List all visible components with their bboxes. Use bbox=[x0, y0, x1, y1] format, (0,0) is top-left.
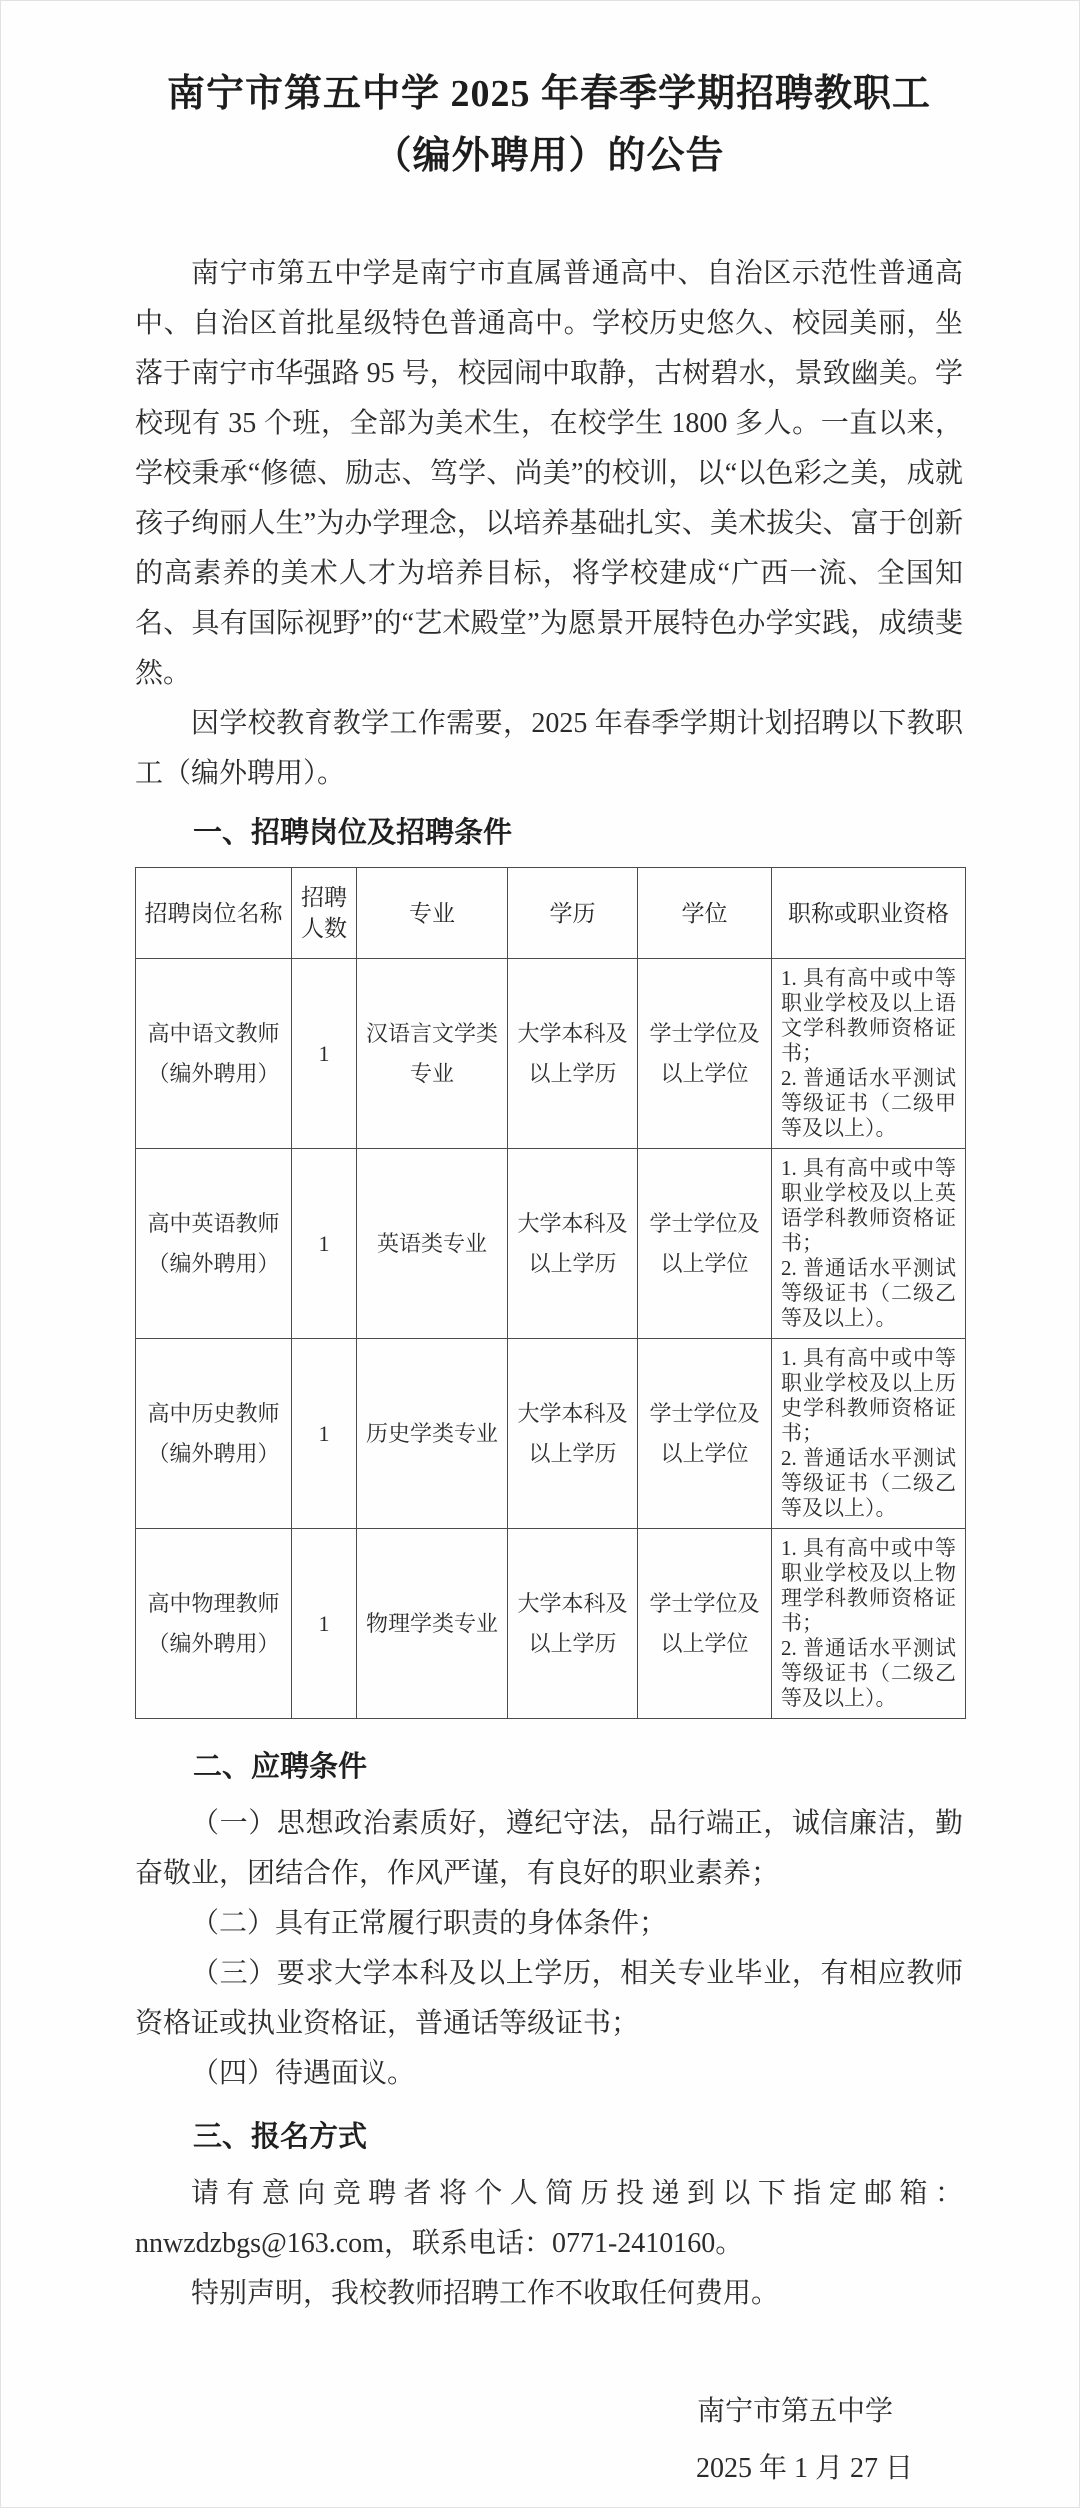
signature: 南宁市第五中学 bbox=[696, 2396, 893, 2427]
position-cell: 高中英语教师（编外聘用） bbox=[136, 1149, 292, 1339]
count-cell: 1 bbox=[292, 1529, 357, 1719]
header-position: 招聘岗位名称 bbox=[136, 868, 292, 959]
qualification-line-1: 1. 具有高中或中等职业学校及以上物理学科教师资格证书； bbox=[781, 1536, 956, 1635]
header-education: 学历 bbox=[508, 868, 638, 959]
qualification-line-2: 2. 普通话水平测试等级证书（二级乙等及以上）。 bbox=[781, 1446, 956, 1520]
qualification-line-1: 1. 具有高中或中等职业学校及以上历史学科教师资格证书； bbox=[781, 1346, 956, 1445]
major-cell: 历史学类专业 bbox=[357, 1339, 508, 1529]
position-cell: 高中语文教师（编外聘用） bbox=[136, 959, 292, 1149]
education-cell: 大学本科及以上学历 bbox=[508, 1149, 638, 1339]
table-row bbox=[136, 1149, 966, 1339]
table-row bbox=[136, 959, 966, 1149]
education-cell: 大学本科及以上学历 bbox=[508, 1529, 638, 1719]
qualification-cell bbox=[772, 1339, 966, 1529]
major-cell: 英语类专业 bbox=[357, 1149, 508, 1339]
header-degree: 学位 bbox=[638, 868, 772, 959]
qualification-line-2: 2. 普通话水平测试等级证书（二级乙等及以上）。 bbox=[781, 1256, 956, 1330]
section-heading-positions: 一、招聘岗位及招聘条件 bbox=[193, 817, 513, 849]
degree-cell: 学士学位及以上学位 bbox=[638, 1529, 772, 1719]
qualification-line-1: 1. 具有高中或中等职业学校及以上语文学科教师资格证书； bbox=[781, 966, 956, 1065]
requirement-item-3: （三）要求大学本科及以上学历，相关专业毕业，有相应教师资格证或执业资格证，普通话等级证书； bbox=[135, 1958, 963, 2039]
header-count: 招聘人数 bbox=[292, 868, 357, 959]
date: 2025 年 1 月 27 日 bbox=[695, 2453, 913, 2484]
degree-cell: 学士学位及以上学位 bbox=[638, 1149, 772, 1339]
qualification-line-2: 2. 普通话水平测试等级证书（二级乙等及以上）。 bbox=[781, 1636, 956, 1710]
apply-paragraph: 请有意向竞聘者将个人简历投递到以下指定邮箱：nnwzdzbgs@163.com，联系电话：0771-2410160。 bbox=[135, 2178, 963, 2259]
degree-cell: 学士学位及以上学位 bbox=[638, 959, 772, 1149]
qualification-line-2: 2. 普通话水平测试等级证书（二级甲等及以上）。 bbox=[781, 1066, 956, 1140]
education-cell: 大学本科及以上学历 bbox=[508, 959, 638, 1149]
header-major: 专业 bbox=[357, 868, 508, 959]
position-cell: 高中物理教师（编外聘用） bbox=[136, 1529, 292, 1719]
section-heading-apply: 三、报名方式 bbox=[193, 2121, 368, 2153]
table-row bbox=[136, 1339, 966, 1529]
qualification-cell bbox=[772, 1529, 966, 1719]
page-title-line-1: 南宁市第五中学 2025 年春季学期招聘教职工 bbox=[166, 73, 931, 115]
requirement-item-1: （一）思想政治素质好，遵纪守法，品行端正，诚信廉洁，勤奋敬业，团结合作，作风严谨，有良好的职业素养； bbox=[135, 1808, 963, 1889]
requirement-item-2: （二）具有正常履行职责的身体条件； bbox=[191, 1908, 668, 1939]
education-cell: 大学本科及以上学历 bbox=[508, 1339, 638, 1529]
count-cell: 1 bbox=[292, 1339, 357, 1529]
section-heading-requirements: 二、应聘条件 bbox=[193, 1751, 368, 1783]
qualification-line-1: 1. 具有高中或中等职业学校及以上英语学科教师资格证书； bbox=[781, 1156, 956, 1255]
intro-paragraph-1: 南宁市第五中学是南宁市直属普通高中、自治区示范性普通高中、自治区首批星级特色普通高中。学校历史悠久、校园美丽，坐落于南宁市华强路 95 号，校园闹中取静，古树碧水，景致幽美。学校现有 35 个班，全部为美术生，在校学生 1800 多人。一直以来，学校秉承“修德、励志、笃学、尚美”的校训，以“以色彩之美，成就孩子绚丽人生”为办学理念，以培养基础扎实、美术拔尖、富于创新的高素养的美术人才为培养目标，将学校建成“广西一流、全国知名、具有国际视野”的“艺术殿堂”为愿景开展特色办学实践，成绩斐然。 bbox=[135, 258, 963, 689]
header-qualification: 职称或职业资格 bbox=[772, 868, 966, 959]
intro-paragraph-2: 因学校教育教学工作需要，2025 年春季学期计划招聘以下教职工（编外聘用）。 bbox=[135, 708, 963, 789]
positions-table bbox=[135, 867, 966, 1719]
degree-cell: 学士学位及以上学位 bbox=[638, 1339, 772, 1529]
disclaimer-paragraph: 特别声明，我校教师招聘工作不收取任何费用。 bbox=[191, 2278, 780, 2309]
qualification-cell bbox=[772, 1149, 966, 1339]
page-title bbox=[135, 63, 963, 187]
major-cell: 汉语言文学类专业 bbox=[357, 959, 508, 1149]
table-header-row bbox=[136, 868, 966, 959]
count-cell: 1 bbox=[292, 1149, 357, 1339]
qualification-cell bbox=[772, 959, 966, 1149]
page-title-line-2: （编外聘用）的公告 bbox=[373, 135, 725, 177]
table-row bbox=[136, 1529, 966, 1719]
position-cell: 高中历史教师（编外聘用） bbox=[136, 1339, 292, 1529]
document-footer bbox=[135, 2383, 963, 2497]
major-cell: 物理学类专业 bbox=[357, 1529, 508, 1719]
count-cell: 1 bbox=[292, 959, 357, 1149]
requirement-item-4: （四）待遇面议。 bbox=[191, 2058, 416, 2089]
